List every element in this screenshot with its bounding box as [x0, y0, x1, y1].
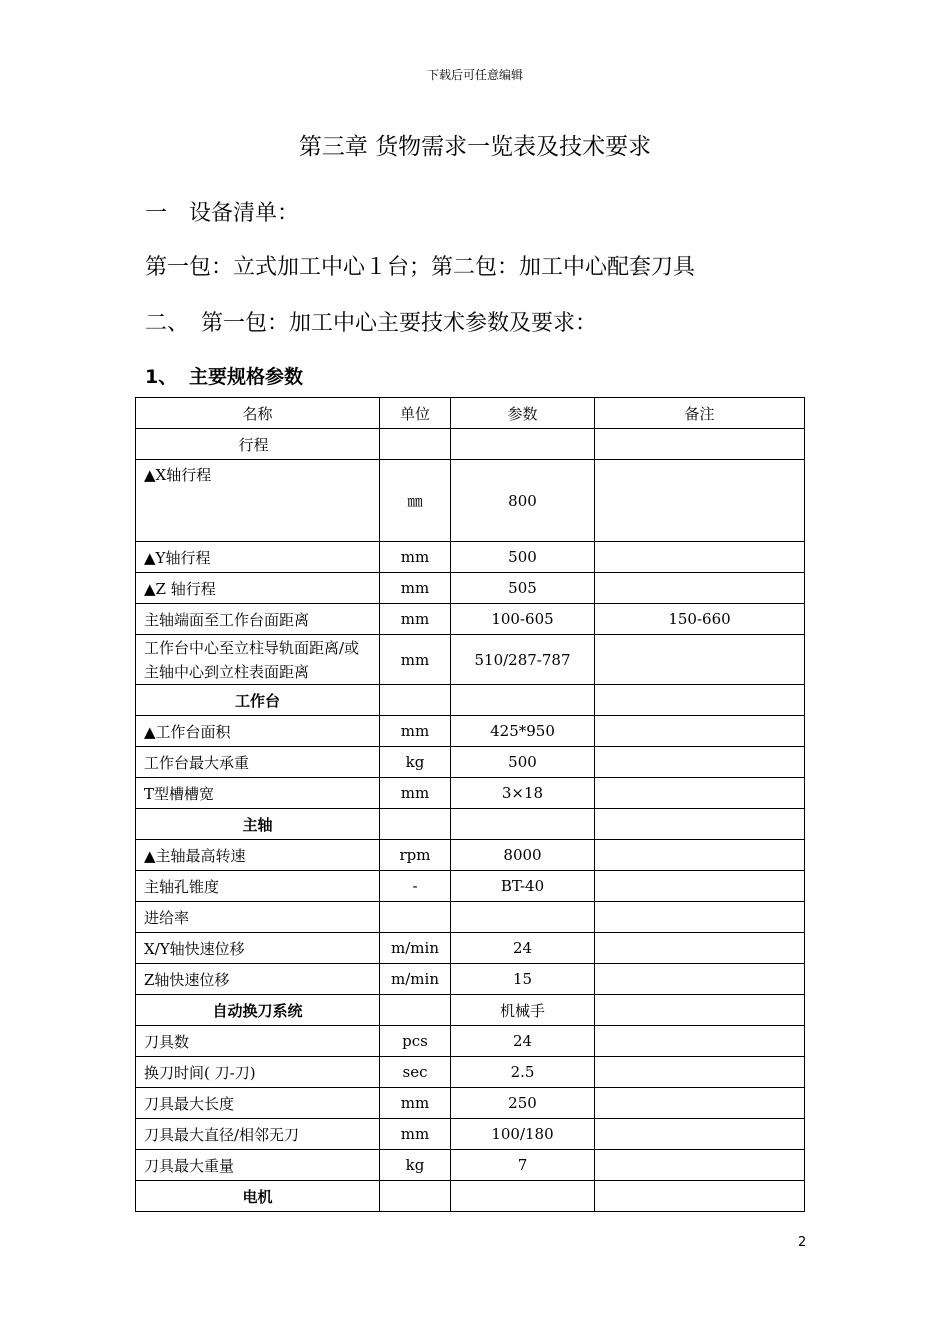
- row-unit: [380, 902, 451, 933]
- row-note: [595, 778, 805, 809]
- row-param: 机械手: [451, 995, 595, 1026]
- table-row: [136, 1119, 805, 1150]
- section-text: 设备清单：: [189, 201, 300, 226]
- row-param: [451, 902, 595, 933]
- row-name: 工作台: [136, 685, 380, 716]
- row-note: [595, 747, 805, 778]
- page-number: 2: [798, 1235, 807, 1250]
- row-note: 150-660: [595, 604, 805, 635]
- table-row: [136, 1088, 805, 1119]
- row-note: [595, 1119, 805, 1150]
- table-row: [136, 1150, 805, 1181]
- row-param: 100/180: [451, 1119, 595, 1150]
- row-name: 刀具最大直径/相邻无刀: [136, 1119, 380, 1150]
- row-name: ▲Y轴行程: [136, 542, 380, 573]
- row-param: [451, 1181, 595, 1212]
- table-row: [136, 635, 805, 685]
- row-param: 2.5: [451, 1057, 595, 1088]
- row-param: 505: [451, 573, 595, 604]
- page-header: 下载后可任意编辑: [426, 68, 523, 82]
- row-note: [595, 429, 805, 460]
- row-name: 主轴: [136, 809, 380, 840]
- row-note: [595, 573, 805, 604]
- row-note: [595, 1088, 805, 1119]
- row-unit: mm: [380, 716, 451, 747]
- page-title: 第三章 货物需求一览表及技术要求: [298, 134, 652, 160]
- row-name: 工作台最大承重: [136, 747, 380, 778]
- row-name: Z轴快速位移: [136, 964, 380, 995]
- row-name: X/Y轴快速位移: [136, 933, 380, 964]
- row-note: [595, 1150, 805, 1181]
- row-name: 进给率: [136, 902, 380, 933]
- row-note: [595, 1057, 805, 1088]
- col-header-name: 名称: [136, 398, 380, 429]
- row-param: 24: [451, 1026, 595, 1057]
- table-row: [136, 542, 805, 573]
- row-note: [595, 542, 805, 573]
- row-unit: mm: [380, 1119, 451, 1150]
- section-packages: 第一包：立式加工中心１台；第二包：加工中心配套刀具: [145, 255, 696, 280]
- row-param: 510/287-787: [451, 635, 595, 685]
- row-param: 250: [451, 1088, 595, 1119]
- table-row: [136, 933, 805, 964]
- row-param: 15: [451, 964, 595, 995]
- table-row: [136, 716, 805, 747]
- row-param: 8000: [451, 840, 595, 871]
- row-param: 24: [451, 933, 595, 964]
- row-unit: -: [380, 871, 451, 902]
- row-unit: ㎜: [380, 460, 451, 542]
- row-unit: [380, 1181, 451, 1212]
- row-unit: mm: [380, 604, 451, 635]
- row-unit: sec: [380, 1057, 451, 1088]
- row-param: 7: [451, 1150, 595, 1181]
- row-note: [595, 809, 805, 840]
- row-name: 电机: [136, 1181, 380, 1212]
- row-note: [595, 460, 805, 542]
- row-name: 工作台中心至立柱导轨面距离/或主轴中心到立柱表面距离: [136, 635, 380, 685]
- table-row: [136, 604, 805, 635]
- row-param: 500: [451, 747, 595, 778]
- table-row: [136, 429, 805, 460]
- row-unit: mm: [380, 573, 451, 604]
- row-unit: mm: [380, 778, 451, 809]
- table-header-row: [136, 398, 805, 429]
- row-param: 800: [451, 460, 595, 542]
- row-note: [595, 995, 805, 1026]
- row-name: 刀具最大重量: [136, 1150, 380, 1181]
- row-unit: pcs: [380, 1026, 451, 1057]
- table-row: [136, 964, 805, 995]
- row-param: BT-40: [451, 871, 595, 902]
- row-note: [595, 933, 805, 964]
- row-unit: mm: [380, 542, 451, 573]
- section-text: 第一包：加工中心主要技术参数及要求：: [201, 311, 598, 336]
- row-note: [595, 840, 805, 871]
- table-row: [136, 460, 805, 542]
- table-group-row: [136, 685, 805, 716]
- section-text: 主要规格参数: [189, 366, 304, 388]
- row-param: [451, 809, 595, 840]
- section-number: 二、: [145, 311, 190, 336]
- table-group-row: [136, 809, 805, 840]
- row-unit: [380, 809, 451, 840]
- row-name: 自动换刀系统: [136, 995, 380, 1026]
- row-name: 换刀时间( 刀-刀): [136, 1057, 380, 1088]
- col-header-note: 备注: [595, 398, 805, 429]
- row-name: 行程: [136, 429, 380, 460]
- row-unit: rpm: [380, 840, 451, 871]
- row-param: 3×18: [451, 778, 595, 809]
- row-note: [595, 964, 805, 995]
- spec-table: [135, 397, 805, 1212]
- section-number: 1、: [145, 366, 178, 388]
- row-note: [595, 1181, 805, 1212]
- col-header-unit: 单位: [380, 398, 451, 429]
- row-name: 主轴孔锥度: [136, 871, 380, 902]
- row-unit: kg: [380, 1150, 451, 1181]
- table-row: [136, 1057, 805, 1088]
- table-row: [136, 840, 805, 871]
- table-group-row: [136, 995, 805, 1026]
- row-param: 100-605: [451, 604, 595, 635]
- table-row: [136, 871, 805, 902]
- row-name: 刀具最大长度: [136, 1088, 380, 1119]
- row-unit: m/min: [380, 933, 451, 964]
- row-unit: [380, 685, 451, 716]
- table-row: [136, 778, 805, 809]
- row-unit: mm: [380, 635, 451, 685]
- row-note: [595, 635, 805, 685]
- col-header-param: 参数: [451, 398, 595, 429]
- row-note: [595, 902, 805, 933]
- row-note: [595, 1026, 805, 1057]
- row-name: ▲X轴行程: [136, 460, 380, 542]
- row-name: ▲主轴最高转速: [136, 840, 380, 871]
- row-param: 425*950: [451, 716, 595, 747]
- section-equipment-list: [145, 196, 299, 227]
- row-name: 主轴端面至工作台面距离: [136, 604, 380, 635]
- row-unit: [380, 995, 451, 1026]
- row-unit: kg: [380, 747, 451, 778]
- row-name: 刀具数: [136, 1026, 380, 1057]
- row-name: ▲工作台面积: [136, 716, 380, 747]
- table-row: [136, 902, 805, 933]
- row-param: 500: [451, 542, 595, 573]
- table-row: [136, 573, 805, 604]
- row-unit: [380, 429, 451, 460]
- section-number: 一: [145, 201, 168, 226]
- row-param: [451, 685, 595, 716]
- table-row: [136, 747, 805, 778]
- row-note: [595, 871, 805, 902]
- row-name: ▲Z 轴行程: [136, 573, 380, 604]
- row-note: [595, 716, 805, 747]
- table-group-row: [136, 1181, 805, 1212]
- row-name: T型槽槽宽: [136, 778, 380, 809]
- section-main-specs: [145, 362, 303, 389]
- row-param: [451, 429, 595, 460]
- row-note: [595, 685, 805, 716]
- row-unit: m/min: [380, 964, 451, 995]
- section-tech-params: [145, 306, 597, 337]
- row-unit: mm: [380, 1088, 451, 1119]
- table-row: [136, 1026, 805, 1057]
